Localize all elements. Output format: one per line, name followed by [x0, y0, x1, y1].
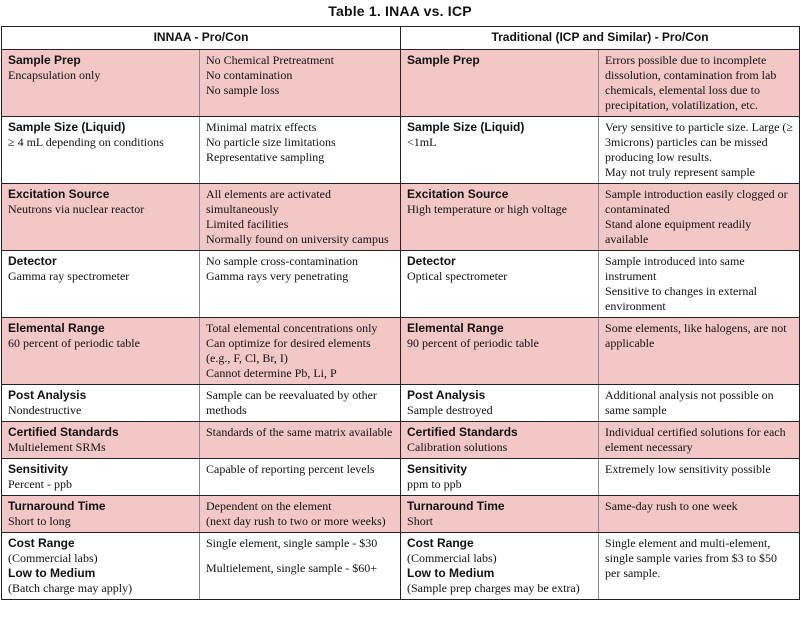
note-line: Single element, single sample - $30 — [206, 536, 378, 550]
cell-traditional-notes — [599, 496, 800, 533]
cell-traditional-notes — [599, 117, 800, 184]
row-subtext: High temperature or high voltage — [407, 202, 567, 216]
note-line: Sample introduction easily clogged or contaminated — [605, 187, 788, 216]
note-line: Same-day rush to one week — [605, 499, 738, 513]
cell-inaa-notes — [200, 459, 401, 496]
cell-inaa-notes — [200, 422, 401, 459]
row-subtext-secondary: (Sample prep charges may be extra) — [407, 581, 580, 595]
cell-traditional-label — [401, 117, 599, 184]
note-line: Representative sampling — [206, 150, 325, 164]
cell-traditional-notes — [599, 459, 800, 496]
cell-inaa-label — [2, 184, 200, 251]
row-subtext: Sample destroyed — [407, 403, 493, 417]
row-subtext: (Commercial labs) — [407, 551, 497, 565]
note-line: No particle size limitations — [206, 135, 336, 149]
cell-inaa-label — [2, 533, 200, 600]
row-subtext: Nondestructive — [8, 403, 82, 417]
table-row — [2, 50, 800, 117]
note-line: Stand alone equipment readily available — [605, 217, 752, 246]
note-line: Sensitive to changes in external environment — [605, 284, 757, 313]
cell-traditional-notes — [599, 318, 800, 385]
note-line: Normally found on university campus — [206, 232, 389, 246]
row-label: Detector — [8, 254, 57, 268]
row-subtext: 90 percent of periodic table — [407, 336, 539, 350]
table-row-cost-range — [2, 533, 800, 600]
row-subtext: <1mL — [407, 135, 437, 149]
row-label: Sample Size (Liquid) — [8, 120, 126, 134]
row-label: Excitation Source — [407, 187, 509, 201]
row-label: Post Analysis — [407, 388, 486, 402]
row-label: Sample Prep — [8, 53, 81, 67]
cell-inaa-notes — [200, 117, 401, 184]
table-row — [2, 117, 800, 184]
note-line: All elements are activated simultaneously — [206, 187, 331, 216]
row-subtext: Optical spectrometer — [407, 269, 508, 283]
row-label: Sensitivity — [407, 462, 468, 476]
note-line: Some elements, like halogens, are not applicable — [605, 321, 787, 350]
row-subtext: Short to long — [8, 514, 71, 528]
cell-inaa-label — [2, 117, 200, 184]
note-line: Individual certified solutions for each element necessary — [605, 425, 786, 454]
cell-inaa-label — [2, 251, 200, 318]
cell-traditional-notes — [599, 184, 800, 251]
row-subtext-secondary: (Batch charge may apply) — [8, 581, 133, 595]
note-line: Cannot determine Pb, Li, P — [206, 366, 337, 380]
cell-inaa-notes — [200, 385, 401, 422]
table-row — [2, 385, 800, 422]
table-row — [2, 422, 800, 459]
cell-traditional-label — [401, 459, 599, 496]
header-traditional: Traditional (ICP and Similar) - Pro/Con — [401, 27, 800, 50]
note-line: Extremely low sensitivity possible — [605, 462, 771, 476]
cell-inaa-notes — [200, 318, 401, 385]
row-subtext: Neutrons via nuclear reactor — [8, 202, 145, 216]
cell-traditional-label — [401, 50, 599, 117]
cell-inaa-label — [2, 496, 200, 533]
note-line: Standards of the same matrix available — [206, 425, 393, 439]
cell-traditional-label — [401, 318, 599, 385]
note-line: No sample cross-contamination — [206, 254, 358, 268]
note-line: May not truly represent sample — [605, 165, 755, 179]
row-subtext: Percent - ppb — [8, 477, 72, 491]
note-line: (next day rush to two or more weeks) — [206, 514, 386, 528]
note-line: Multielement, single sample - $60+ — [206, 561, 378, 575]
note-line: Additional analysis not possible on same sample — [605, 388, 774, 417]
note-line: Limited facilities — [206, 217, 289, 231]
row-label: Certified Standards — [407, 425, 518, 439]
row-subtext: ppm to ppb — [407, 477, 462, 491]
row-subtext: (Commercial labs) — [8, 551, 98, 565]
row-label: Elemental Range — [8, 321, 105, 335]
row-label: Turnaround Time — [8, 499, 106, 513]
row-label-secondary: Low to Medium — [407, 566, 495, 580]
row-subtext: Short — [407, 514, 434, 528]
row-label: Sample Size (Liquid) — [407, 120, 525, 134]
table-row — [2, 184, 800, 251]
row-label: Detector — [407, 254, 456, 268]
row-label: Post Analysis — [8, 388, 87, 402]
note-line: Very sensitive to particle size. Large (≥ 3microns) particles can be missed producing low results. — [605, 120, 793, 164]
row-label: Sample Prep — [407, 53, 480, 67]
note-line: No Chemical Pretreatment — [206, 53, 334, 67]
table-body — [2, 50, 800, 533]
cell-inaa-notes — [200, 184, 401, 251]
cell-inaa-notes — [200, 496, 401, 533]
cell-traditional-notes — [599, 50, 800, 117]
row-label: Turnaround Time — [407, 499, 505, 513]
note-line: Errors possible due to incomplete dissolution, contamination from lab chemicals, elemental loss due to precipitation, volatilization, etc. — [605, 53, 777, 112]
row-subtext: 60 percent of periodic table — [8, 336, 140, 350]
row-label: Cost Range — [407, 536, 474, 550]
note-line: Sample can be reevaluated by other methods — [206, 388, 377, 417]
cell-traditional-label — [401, 184, 599, 251]
cell-inaa-label — [2, 318, 200, 385]
cell-inaa-notes — [200, 533, 401, 600]
table-row — [2, 459, 800, 496]
cell-inaa-label — [2, 422, 200, 459]
row-label: Sensitivity — [8, 462, 69, 476]
cell-inaa-notes — [200, 50, 401, 117]
row-subtext: Encapsulation only — [8, 68, 101, 82]
row-label: Cost Range — [8, 536, 75, 550]
cell-traditional-notes — [599, 533, 800, 600]
row-subtext: Calibration solutions — [407, 440, 508, 454]
row-label: Elemental Range — [407, 321, 504, 335]
table-row — [2, 496, 800, 533]
row-label: Certified Standards — [8, 425, 119, 439]
note-line: Single element and multi-element, single sample varies from $3 to $50 per sample. — [605, 536, 777, 580]
note-line: No contamination — [206, 68, 293, 82]
note-line: Sample introduced into same instrument — [605, 254, 745, 283]
note-line: Minimal matrix effects — [206, 120, 317, 134]
cell-traditional-notes — [599, 251, 800, 318]
row-label-secondary: Low to Medium — [8, 566, 96, 580]
row-subtext: Gamma ray spectrometer — [8, 269, 130, 283]
comparison-table — [1, 26, 800, 600]
cell-traditional-label — [401, 422, 599, 459]
row-label: Excitation Source — [8, 187, 110, 201]
cell-inaa-notes — [200, 251, 401, 318]
note-line: Capable of reporting percent levels — [206, 462, 375, 476]
cell-traditional-notes — [599, 385, 800, 422]
note-line: Can optimize for desired elements (e.g., F, Cl, Br, I) — [206, 336, 371, 365]
cell-traditional-label — [401, 251, 599, 318]
note-line: Gamma rays very penetrating — [206, 269, 349, 283]
header-inaa: INNAA - Pro/Con — [2, 27, 401, 50]
header-row — [2, 27, 800, 50]
row-subtext: ≥ 4 mL depending on conditions — [8, 135, 164, 149]
cell-traditional-notes — [599, 422, 800, 459]
note-line: No sample loss — [206, 83, 280, 97]
table-title: Table 1. INAA vs. ICP — [328, 3, 472, 19]
cell-traditional-label — [401, 533, 599, 600]
note-line: Dependent on the element — [206, 499, 332, 513]
table-row — [2, 318, 800, 385]
cell-inaa-label — [2, 385, 200, 422]
row-subtext: Multielement SRMs — [8, 440, 106, 454]
note-line: Total elemental concentrations only — [206, 321, 378, 335]
cell-traditional-label — [401, 496, 599, 533]
cell-inaa-label — [2, 459, 200, 496]
table-row — [2, 251, 800, 318]
cell-inaa-label — [2, 50, 200, 117]
cell-traditional-label — [401, 385, 599, 422]
